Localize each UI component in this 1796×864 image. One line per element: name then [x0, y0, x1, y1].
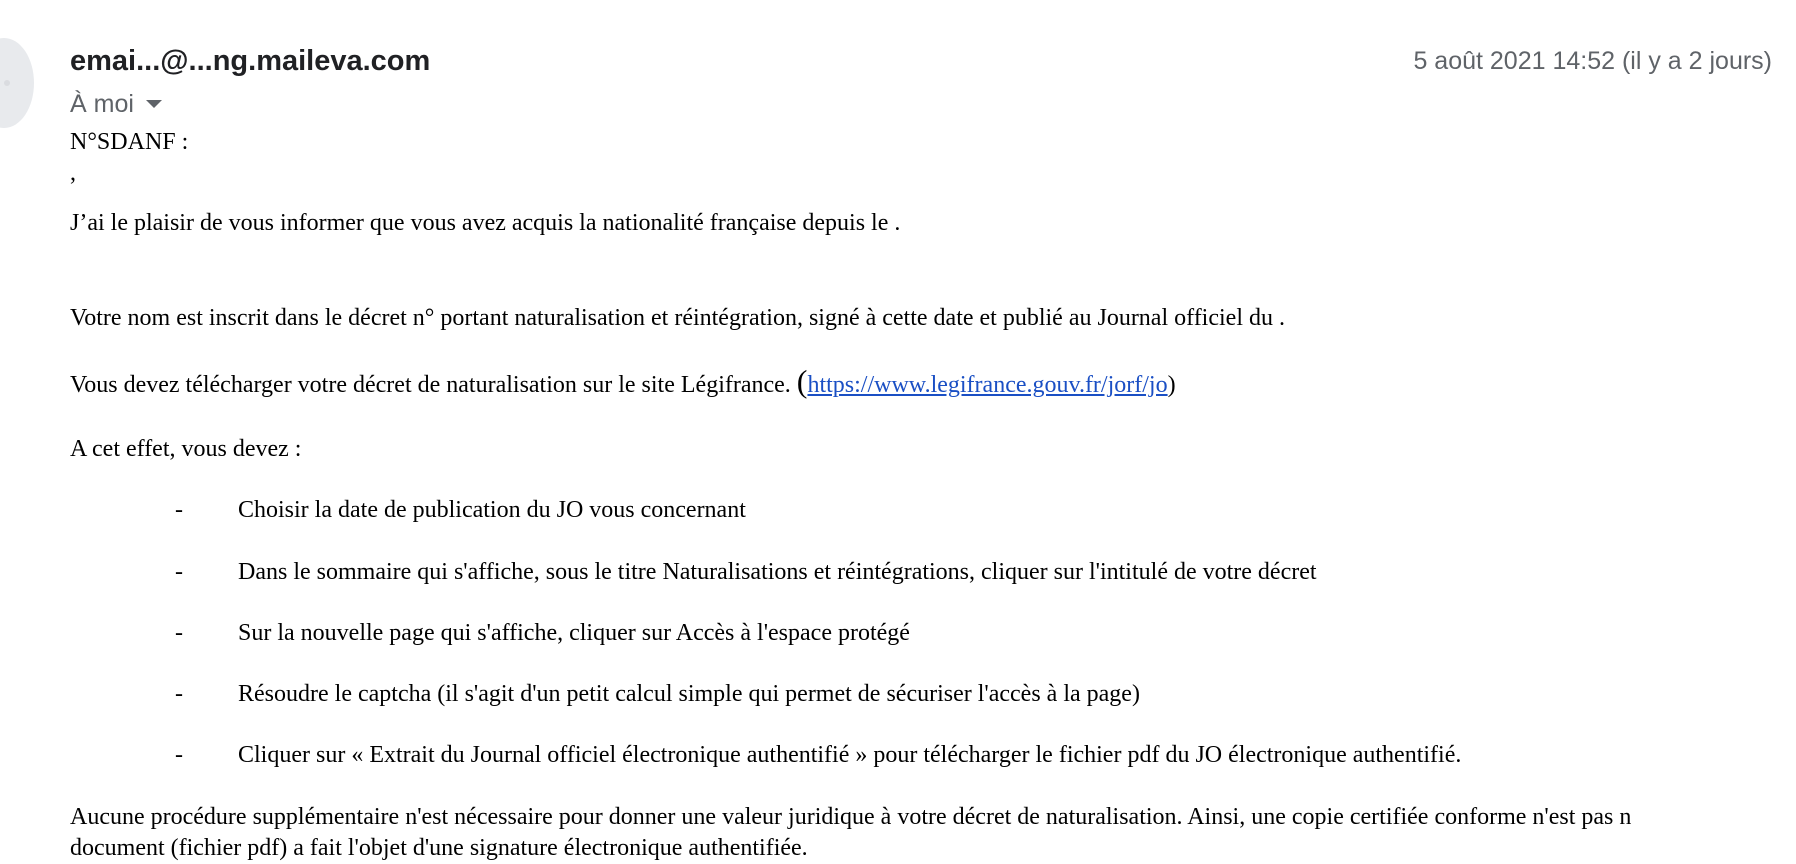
paragraph-telecharger	[70, 363, 1176, 401]
list-item: Choisir la date de publication du JO vous concernant	[238, 497, 746, 523]
list-item: Dans le sommaire qui s'affiche, sous le titre Naturalisations et réintégrations, cliquer sur l'intitulé de votre décret	[238, 559, 1317, 585]
list-bullet: -	[175, 620, 183, 646]
sender-avatar[interactable]	[0, 38, 34, 128]
paren-open: (	[796, 363, 808, 399]
list-bullet: -	[175, 559, 183, 585]
avatar-person-icon	[4, 80, 10, 86]
recipient-dropdown[interactable]	[70, 88, 162, 120]
sdanf-line: N°SDANF :	[70, 129, 189, 155]
legifrance-link[interactable]: https://www.legifrance.gouv.fr/jorf/jo	[807, 372, 1168, 398]
paragraph-nationalite: J’ai le plaisir de vous informer que vous avez acquis la nationalité française depuis le .	[70, 210, 901, 236]
paren-close: )	[1167, 372, 1176, 398]
salutation-line: ,	[70, 160, 76, 186]
list-item: Cliquer sur « Extrait du Journal officiel électronique authentifié » pour télécharger le fichier pdf du JO électronique authentifié.	[238, 742, 1462, 768]
list-bullet: -	[175, 681, 183, 707]
telecharger-text: Vous devez télécharger votre décret de naturalisation sur le site Légifrance.	[70, 372, 797, 398]
sender-address[interactable]: emai...@...ng.maileva.com	[70, 45, 431, 77]
list-item: Résoudre le captcha (il s'agit d'un petit calcul simple qui permet de sécuriser l'accès à la page)	[238, 681, 1140, 707]
paragraph-aucune-line1: Aucune procédure supplémentaire n'est nécessaire pour donner une valeur juridique à votre décret de naturalisation. Ainsi, une copie certifiée conforme n'est pas n	[70, 804, 1632, 830]
caret-down-icon[interactable]	[146, 100, 162, 108]
paragraph-effet: A cet effet, vous devez :	[70, 436, 302, 462]
message-date: 5 août 2021 14:52 (il y a 2 jours)	[1413, 47, 1772, 75]
recipient-label: À moi	[70, 90, 134, 118]
paragraph-decret: Votre nom est inscrit dans le décret n° portant naturalisation et réintégration, signé à cette date et publié au Journal officiel du .	[70, 305, 1285, 331]
list-bullet: -	[175, 742, 183, 768]
list-item: Sur la nouvelle page qui s'affiche, cliquer sur Accès à l'espace protégé	[238, 620, 910, 646]
paragraph-aucune-line2: document (fichier pdf) a fait l'objet d'une signature électronique authentifiée.	[70, 835, 808, 861]
list-bullet: -	[175, 497, 183, 523]
